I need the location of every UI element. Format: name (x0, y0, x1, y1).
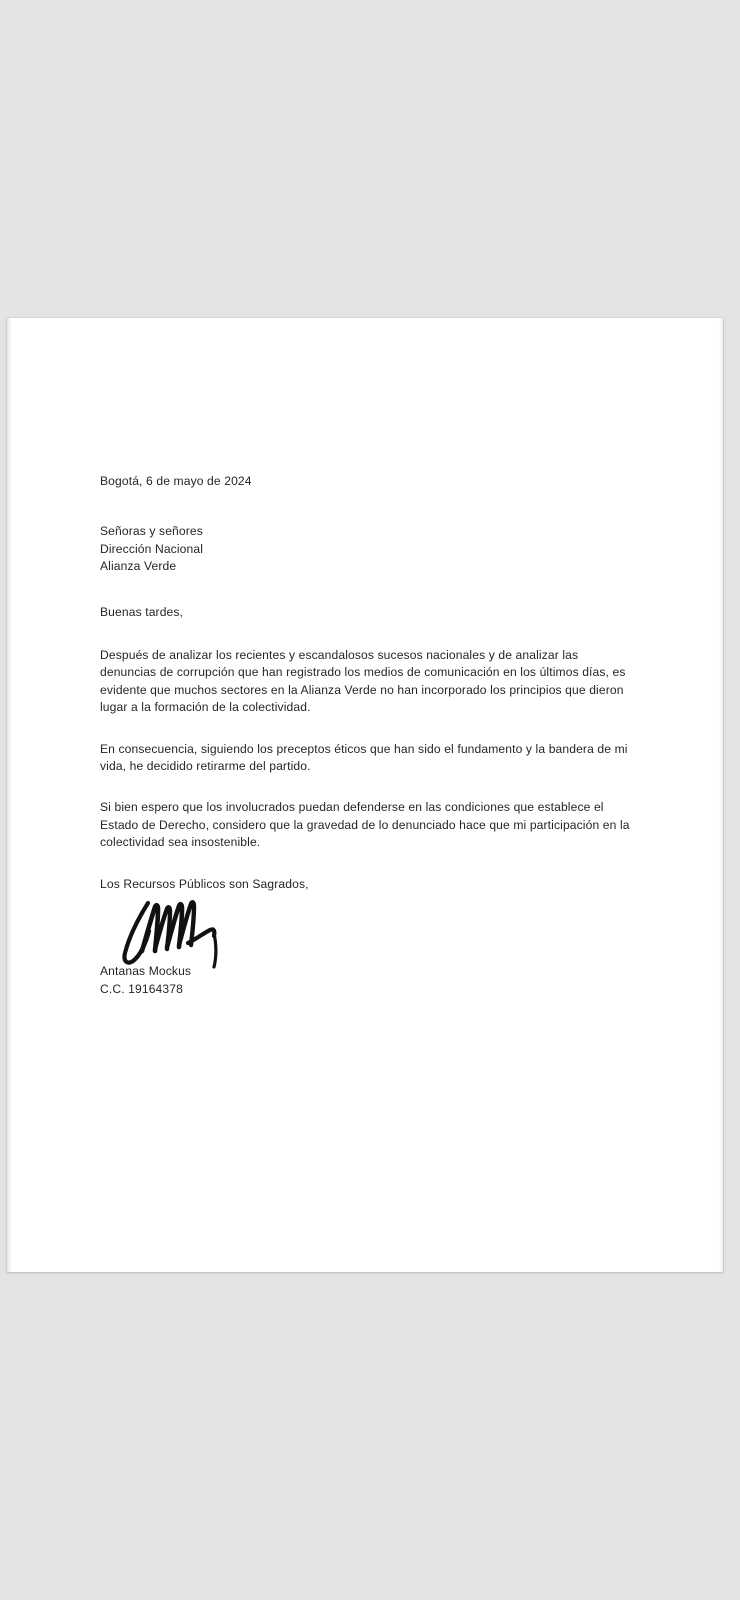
letter-date: Bogotá, 6 de mayo de 2024 (100, 474, 252, 488)
signature-area (100, 895, 632, 963)
letter-paragraph-2: En consecuencia, siguiendo los preceptos éticos que han sido el fundamento y la bandera de mi vida, he decidido retirarme del partido. (100, 741, 628, 774)
letter-paragraph-1: Después de analizar los recientes y escandalosos sucesos nacionales y de analizar las denuncias de corrupción que han registrado los medios de comunicación en los últimos días, es evidente que muchos sectores en la Alianza Verde no han incorporado los principios que dieron lugar a la formación de la colectividad. (100, 648, 626, 715)
scanned-page-sheet (7, 318, 723, 1272)
closing-line: Los Recursos Públicos son Sagrados, (100, 876, 309, 891)
salutation: Buenas tardes, (100, 604, 184, 619)
letter-paragraph-3: Si bien espero que los involucrados puedan defenderse en las condiciones que establece el Estado de Derecho, considero que la gravedad de lo denunciado hace que mi participación en la colectividad sea insostenible. (100, 800, 630, 850)
handwritten-signature-icon (118, 893, 238, 974)
addressee-line-1: Señoras y señores (100, 524, 203, 539)
addressee-line-3: Alianza Verde (100, 559, 177, 574)
signer-id-number: C.C. 19164378 (100, 981, 183, 996)
signer-name: Antanas Mockus (100, 964, 192, 979)
letter-content (100, 473, 632, 998)
addressee-block (100, 523, 632, 575)
addressee-line-2: Dirección Nacional (100, 541, 204, 556)
